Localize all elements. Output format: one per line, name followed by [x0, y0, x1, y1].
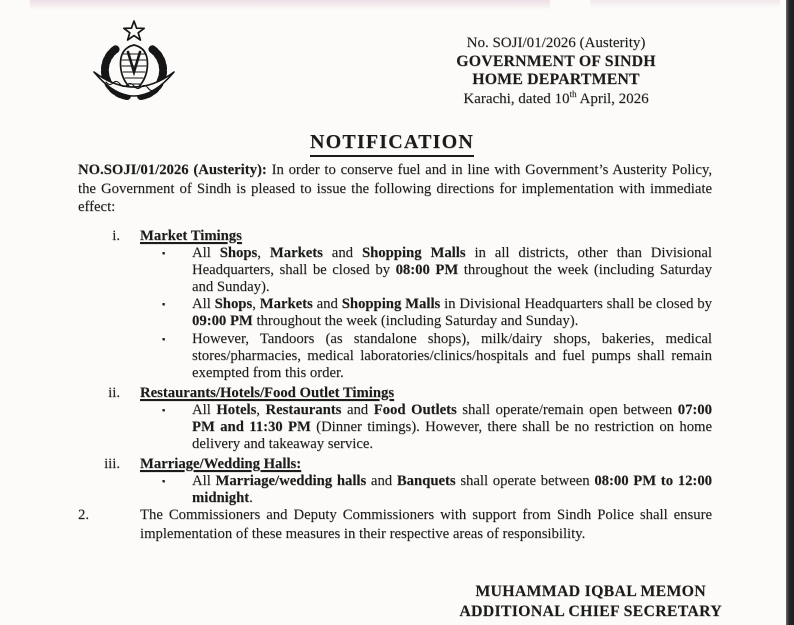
- paragraph-number: 2.: [78, 507, 90, 523]
- bullet-marker: ▪: [162, 404, 166, 415]
- signatory-name: MUHAMMAD IQBAL MEMON: [475, 583, 706, 600]
- section-market-timings: [78, 228, 712, 382]
- letterhead: [436, 34, 676, 108]
- bullet-item: [78, 331, 712, 382]
- star-icon: [124, 21, 144, 40]
- directives-list: [78, 228, 712, 511]
- scan-smudge-artifact: [590, 0, 780, 8]
- government-of-sindh-emblem-icon: [82, 20, 186, 118]
- signature-block: [459, 582, 722, 621]
- bullet-item: [78, 473, 712, 507]
- section-heading: Marriage/Wedding Halls:: [140, 456, 302, 473]
- department-name: HOME DEPARTMENT: [472, 71, 640, 88]
- section-heading-row: [78, 456, 712, 473]
- section-wedding-halls: [78, 456, 712, 507]
- section-numeral: i.: [112, 228, 120, 244]
- reference-number: No. SOJI/01/2026 (Austerity): [466, 35, 646, 51]
- intro-paragraph: NO.SOJI/01/2026 (Austerity): In order to conserve fuel and in line with Government’s Austerity Policy, the Government of Sindh is pleased to issue the following directions for implementation with immediate effect:: [78, 162, 712, 216]
- bullet-marker: ▪: [162, 476, 166, 487]
- bullet-text: All Shops, Markets and Shopping Malls in Divisional Headquarters shall be closed by 09:00 PM throughout the week (including Saturday and Sunday).: [192, 296, 712, 330]
- section-heading: Market Timings: [140, 228, 242, 244]
- section-heading-row: [78, 228, 712, 245]
- bullet-item: [78, 296, 712, 330]
- section-heading: Restaurants/Hotels/Food Outlet Timings: [140, 384, 395, 401]
- date-line: Karachi, dated 10th April, 2026: [463, 88, 649, 107]
- bullet-text: However, Tandoors (as standalone shops), milk/dairy shops, bakeries, medical stores/pharmacies, medical laboratories/clinics/hospitals and fuel pumps shall remain exempted from this order.: [192, 330, 712, 381]
- title-wrap: [0, 131, 784, 157]
- bullet-text: All Marriage/wedding halls and Banquets shall operate between 08:00 PM to 12:00 midnight.: [192, 473, 713, 507]
- scan-edge-artifact: [786, 0, 794, 625]
- bullet-marker: ▪: [162, 333, 166, 344]
- section-numeral: iii.: [104, 456, 120, 473]
- notification-title: NOTIFICATION: [310, 131, 474, 157]
- signatory-title: ADDITIONAL CHIEF SECRETARY: [459, 602, 722, 620]
- bullet-text: All Hotels, Restaurants and Food Outlets shall operate/remain open between 07:00 PM and 11:30 PM (Dinner timings). However, there shall be no restriction on home delivery and takeaway service.: [192, 401, 712, 453]
- closing-paragraph: [78, 506, 712, 544]
- bullet-marker: ▪: [162, 299, 166, 310]
- scan-smudge-artifact: [30, 0, 550, 10]
- bullet-marker: ▪: [162, 248, 166, 259]
- bullet-text: All Shops, Markets and Shopping Malls in all districts, other than Divisional Headquarters, shall be closed by 08:00 PM throughout the week (including Saturday and Sunday).: [192, 245, 712, 296]
- section-heading-row: [78, 385, 712, 402]
- bullet-item: [78, 402, 712, 453]
- government-name: GOVERNMENT OF SINDH: [456, 52, 656, 70]
- section-restaurant-timings: [78, 385, 712, 453]
- bullet-item: [78, 245, 712, 296]
- paragraph-text: The Commissioners and Deputy Commissioners with support from Sindh Police shall ensure implementation of these measures in their respective areas of responsibility.: [140, 507, 712, 542]
- section-numeral: ii.: [108, 384, 120, 401]
